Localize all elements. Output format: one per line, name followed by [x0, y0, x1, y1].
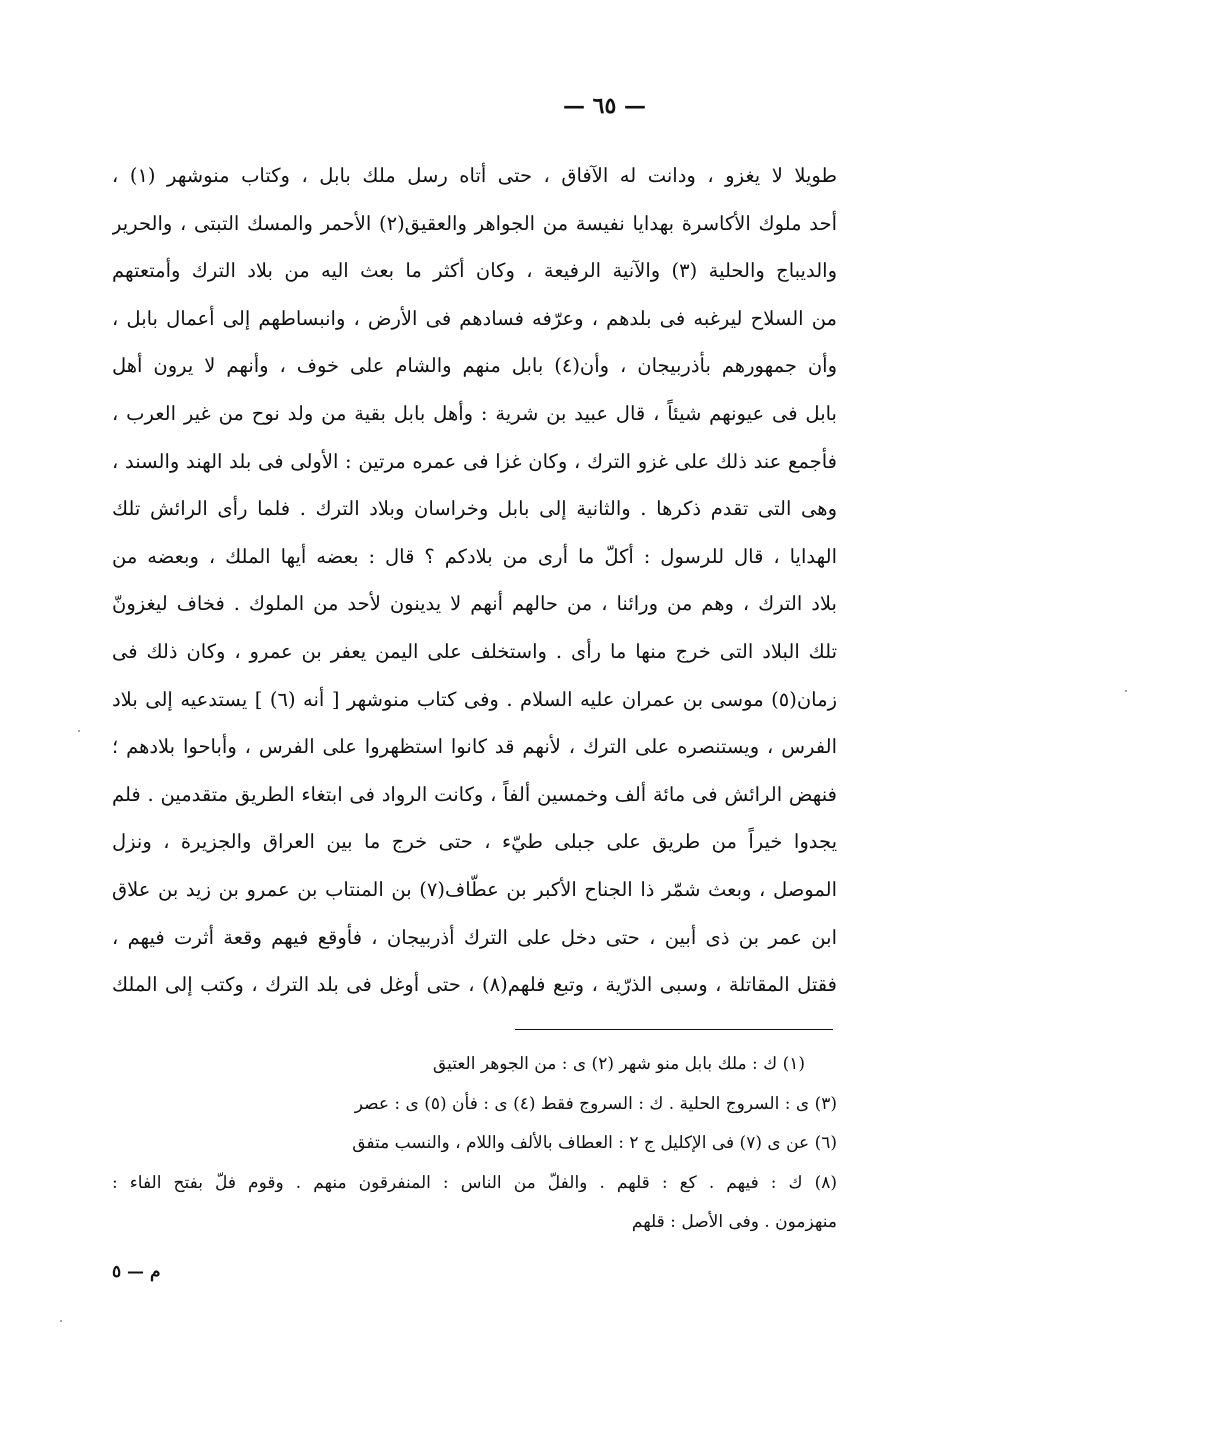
footnote-line: (٨) ك : فيهم . كع : قلهم . والفلّ من الناس : المنفرقون منهم . وقوم فلّ بفتح الفاء :	[112, 1172, 837, 1193]
text-line: الفرس ، ويستنصره على الترك ، لأنهم قد كانوا استظهروا على الفرس ، وأباحوا بلادهم ؛	[112, 735, 837, 759]
text-line: والديباج والحلية (٣) والآنية الرفيعة ، وكان أكثر ما بعث اليه من بلاد الترك وأمتعتهم	[112, 259, 837, 283]
text-line: بلاد الترك ، وهم من ورائنا ، من حالهم أنهم لا يدينون لأحد من الملوك . فخاف ليغزونّ	[112, 592, 837, 616]
text-line: وأن جمهورهم بأذربيجان ، وأن(٤) بابل منهم والشام على خوف ، وأنهم لا يرون أهل	[112, 354, 837, 378]
text-line: زمان(٥) موسى بن عمران عليه السلام . وفى كتاب منوشهر [ أنه (٦) ] يستدعيه إلى بلاد	[112, 687, 837, 711]
scan-speck	[60, 1320, 62, 1322]
text-line: ابن عمر بن ذى أبين ، حتى دخل على الترك أذربيجان ، فأوقع فيهم وقعة أثرت فيهم ،	[112, 925, 837, 949]
text-line: فنهض الرائش فى مائة ألف وخمسين ألفاً ، وكانت الرواد فى ابتغاء الطريق متقدمين . فلم	[112, 782, 837, 806]
footnotes	[112, 1045, 837, 1243]
text-line: فقتل المقاتلة ، وسبى الذرّية ، وتبع فلهم(٨) ، حتى أوغل فى بلد الترك ، وكتب إلى الملك	[112, 973, 837, 997]
footnote-line: منهزمون . وفى الأصل : قلهم	[631, 1212, 837, 1232]
footnote-line: (١) ك : ملك بابل منو شهر (٢) ى : من الجوهر العتيق	[432, 1054, 805, 1074]
footnote-divider	[515, 1029, 833, 1030]
main-text	[112, 152, 837, 1009]
scan-speck	[1125, 690, 1127, 692]
footnote-line: (٦) عن ى (٧) فى الإكليل ج ٢ : العطاف بالألف واللام ، والنسب متفق	[352, 1133, 837, 1153]
text-line: الهدايا ، قال للرسول : أكلّ ما أرى من بلادكم ؟ قال : بعضه أيها الملك ، وبعضه من	[112, 544, 837, 568]
text-line: أحد ملوك الأكاسرة بهدايا نفيسة من الجواهر والعقيق(٢) الأحمر والمسك التبتى ، والحرير	[112, 211, 837, 235]
text-line: من السلاح ليرغبه فى بلدهم ، وعرّفه فسادهم فى الأرض ، وانبساطهم إلى أعمال بابل ،	[112, 306, 837, 330]
text-line: طويلا لا يغزو ، ودانت له الآفاق ، حتى أتاه رسل ملك بابل ، وكتاب منوشهر (١) ،	[112, 164, 837, 187]
text-line: تلك البلاد التى خرج منها ما رأى . واستخلف على اليمن يعفر بن عمرو ، وكان ذلك فى	[112, 639, 837, 663]
text-line: بابل فى عيونهم شيئاً ، قال عبيد بن شرية : وأهل بابل بقية من ولد نوح من غير العرب ،	[112, 401, 837, 425]
text-line: فأجمع عند ذلك على غزو الترك ، وكان غزا فى عمره مرتين : الأولى فى بلد الهند والسند ،	[112, 449, 837, 473]
footnote-line: (٣) ى : السروج الحلية . ك : السروج فقط (٤) ى : فأن (٥) ى : عصر	[354, 1093, 837, 1114]
scan-speck	[78, 730, 80, 732]
page-number: — ٦٥ —	[563, 93, 646, 119]
text-line: وهى التى تقدم ذكرها . والثانية إلى بابل وخراسان وبلاد الترك . فلما رأى الرائش تلك	[112, 497, 837, 521]
text-line: يجدوا خيراً من طريق على جبلى طيّء ، حتى خرج ما بين العراق والجزيرة ، ونزل	[112, 830, 837, 854]
text-line: الموصل ، وبعث شمّر ذا الجناح الأكبر بن عطّاف(٧) بن المنتاب بن عمرو بن زيد بن علاق	[112, 877, 837, 901]
signature-mark: م — ٥	[112, 1262, 161, 1282]
